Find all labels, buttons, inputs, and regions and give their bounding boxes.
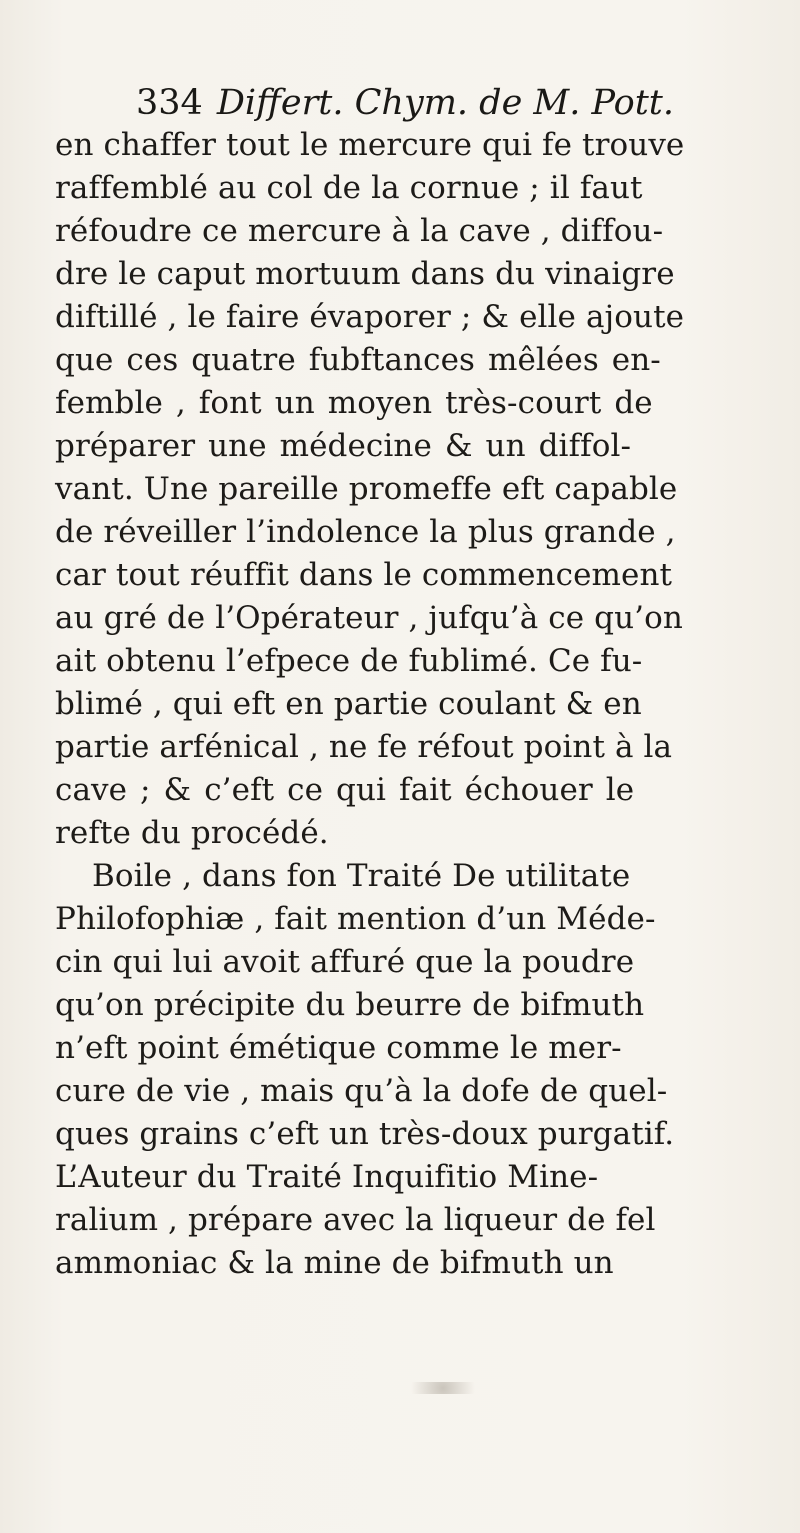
page-number: 334: [136, 83, 203, 123]
text-line: ralium , prépare avec la liqueur de fel: [55, 1202, 656, 1238]
text-line: ait obtenu l’efpece de fublimé. Ce fu-: [55, 643, 643, 679]
ink-smudge: [398, 1382, 488, 1394]
text-line: femble , font un moyen très-court de: [55, 385, 653, 421]
text-line: de réveiller l’indolence la plus grande ,: [55, 514, 676, 550]
text-line: blimé , qui eft en partie coulant & en: [55, 686, 642, 722]
running-title: Differt. Chym. de M. Pott.: [216, 83, 674, 123]
text-line: car tout réuffit dans le commencement: [55, 557, 673, 593]
body-text: [55, 124, 755, 1285]
text-line: refte du procédé.: [55, 815, 329, 851]
text-line: n’eft point émétique comme le mer-: [55, 1030, 622, 1066]
text-line: L’Auteur du Traité Inquifitio Mine-: [55, 1159, 599, 1195]
text-line: cin qui lui avoit affuré que la poudre: [55, 944, 635, 980]
text-line: ques grains c’eft un très-doux purgatif.: [55, 1116, 675, 1152]
text-line: au gré de l’Opérateur , jufqu’à ce qu’on: [55, 600, 683, 636]
text-line: diftillé , le faire évaporer ; & elle ajoute: [55, 299, 685, 335]
text-line: ammoniac & la mine de bifmuth un: [55, 1245, 614, 1281]
text-line: Philofophiæ , fait mention d’un Méde-: [55, 901, 656, 937]
text-line: que ces quatre fubftances mêlées en-: [55, 342, 661, 378]
text-line: raffemblé au col de la cornue ; il faut: [55, 170, 643, 206]
text-line: cave ; & c’eft ce qui fait échouer le: [55, 772, 635, 808]
text-line: vant. Une pareille promeffe eft capable: [55, 471, 678, 507]
text-line: cure de vie , mais qu’à la dofe de quel-: [55, 1073, 668, 1109]
page-header: [136, 78, 756, 128]
text-line: réfoudre ce mercure à la cave , diffou-: [55, 213, 664, 249]
text-line: préparer une médecine & un diffol-: [55, 428, 632, 464]
text-line: qu’on précipite du beurre de bifmuth: [55, 987, 645, 1023]
text-line: dre le caput mortuum dans du vinaigre: [55, 256, 675, 292]
paragraph-start-line: Boile , dans fon Traité De utilitate: [92, 858, 631, 894]
text-line: partie arfénical , ne fe réfout point à la: [55, 729, 673, 765]
text-line: en chaffer tout le mercure qui fe trouve: [55, 127, 685, 163]
